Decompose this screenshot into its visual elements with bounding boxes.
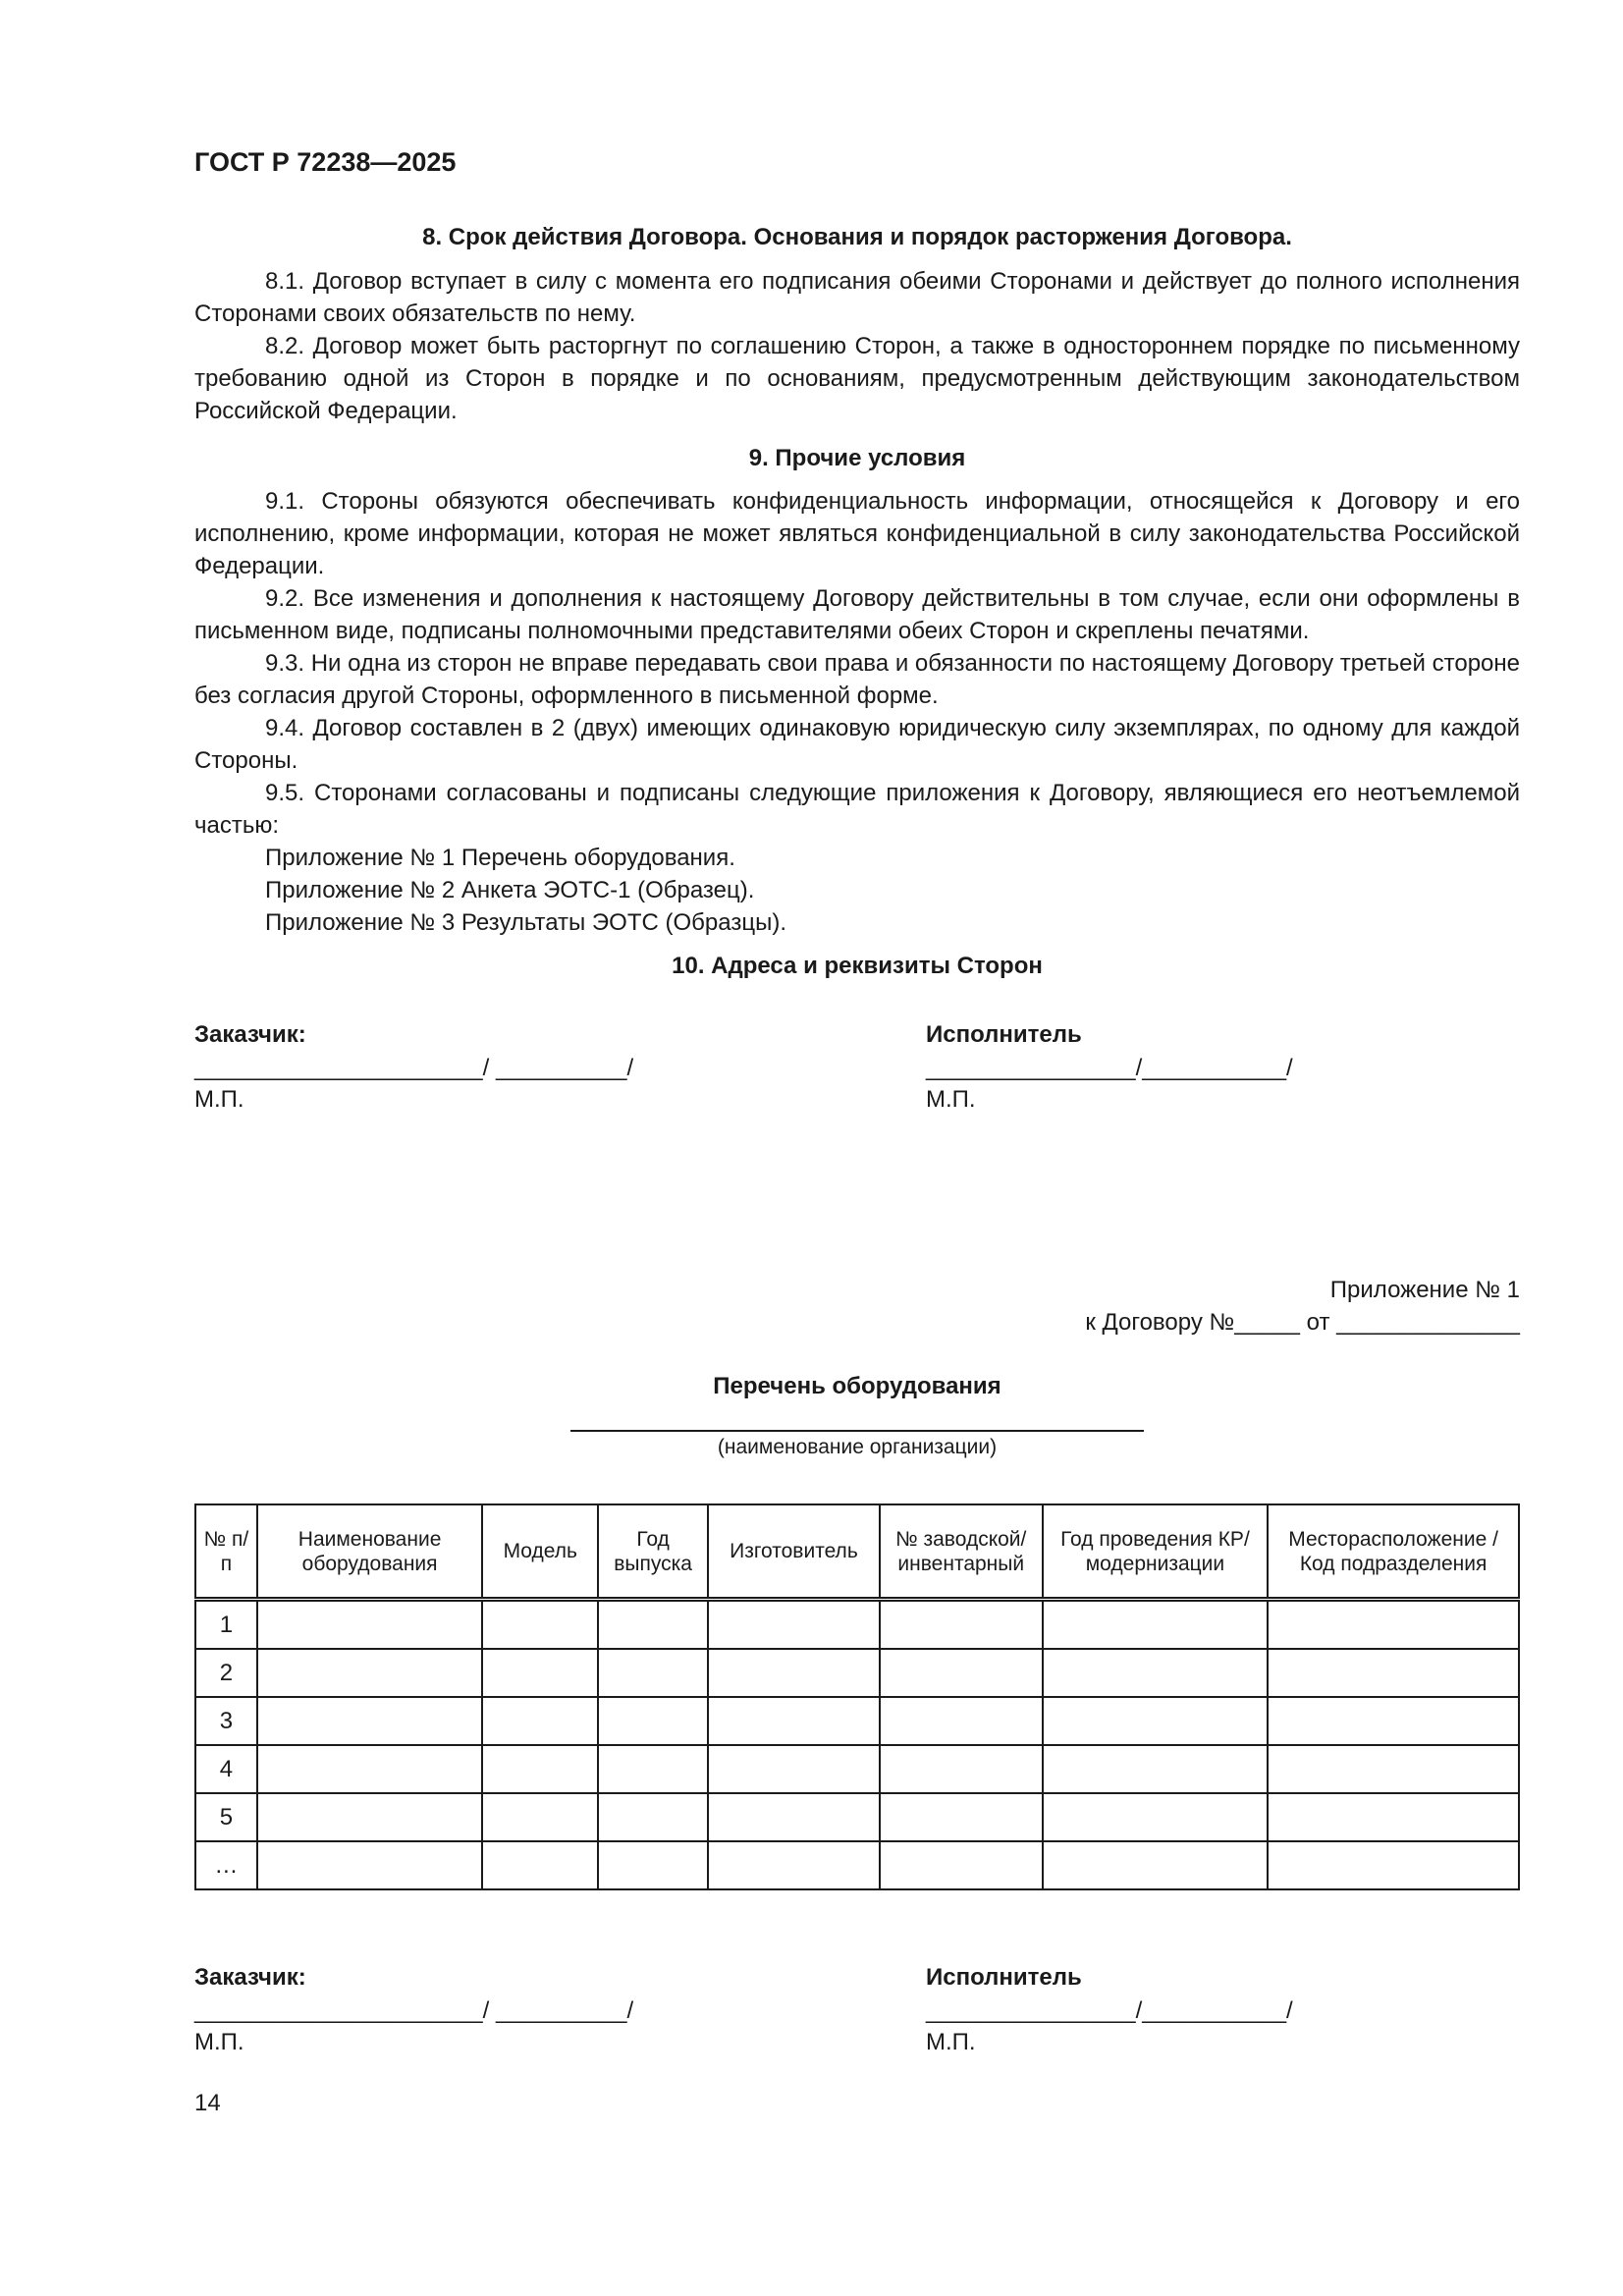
row-number-cell: 2 [195, 1649, 257, 1697]
paragraph-8-1-text: 8.1. Договор вступает в силу с момента его подписания обеими Сторонами и действует до полного исполнения Сторонами своих обязательств по нему. [194, 268, 1520, 327]
column-header-overhaul-year: Год проведения КР/ модернизации [1043, 1504, 1269, 1600]
table-cell [1043, 1745, 1269, 1793]
page-number: 14 [194, 2090, 221, 2116]
table-cell [880, 1649, 1043, 1697]
row-number-cell: 1 [195, 1600, 257, 1650]
paragraph-8-1 [194, 265, 1520, 330]
table-row [195, 1841, 1519, 1889]
column-header-model: Модель [482, 1504, 598, 1600]
executor-signature-line: ________________/___________/ [926, 1055, 1293, 1081]
table-cell [1268, 1841, 1519, 1889]
paragraph-8-2-text: 8.2. Договор может быть расторгнут по соглашению Сторон, а также в одностороннем порядке по письменному требованию одной из Сторон в порядке и по основаниям, предусмотренным действующим законодательством Российской Федерации. [194, 333, 1520, 424]
standard-code: ГОСТ Р 72238—2025 [194, 147, 457, 177]
table-cell [598, 1745, 708, 1793]
paragraph-9-5-text: 9.5. Сторонами согласованы и подписаны следующие приложения к Договору, являющиеся его неотъемлемой частью: [194, 780, 1520, 839]
table-cell [1043, 1841, 1269, 1889]
row-number-cell: 4 [195, 1745, 257, 1793]
executor-label: Исполнитель [926, 1964, 1082, 1991]
paragraph-9-4 [194, 712, 1520, 777]
paragraph-9-1-text: 9.1. Стороны обязуются обеспечивать конфиденциальность информации, относящейся к Договору и его исполнению, кроме информации, которая не может являться конфиденциальной в силу законодательства Российской Федерации. [194, 488, 1520, 579]
paragraph-9-3 [194, 647, 1520, 712]
appendix-label: Приложение № 1 [1329, 1277, 1520, 1303]
column-header-number: № п/п [195, 1504, 257, 1600]
table-row [195, 1793, 1519, 1841]
contract-reference: к Договору №_____ от ______________ [1085, 1309, 1520, 1336]
table-cell [482, 1841, 598, 1889]
table-cell [1043, 1649, 1269, 1697]
table-row [195, 1600, 1519, 1650]
section-10-title: 10. Адреса и реквизиты Сторон [672, 953, 1043, 979]
table-row [195, 1745, 1519, 1793]
table-cell [257, 1841, 483, 1889]
paragraph-9-5 [194, 777, 1520, 842]
table-header-row [195, 1504, 1519, 1600]
table-cell [1043, 1600, 1269, 1650]
table-cell [708, 1600, 880, 1650]
section-9-title: 9. Прочие условия [748, 445, 966, 471]
table-cell [482, 1793, 598, 1841]
row-number-cell: 5 [195, 1793, 257, 1841]
table-cell [880, 1697, 1043, 1745]
column-header-equipment-name: Наименование оборудования [257, 1504, 483, 1600]
table-cell [598, 1697, 708, 1745]
table-cell [880, 1841, 1043, 1889]
table-cell [1268, 1600, 1519, 1650]
table-cell [1268, 1649, 1519, 1697]
table-cell [482, 1745, 598, 1793]
section-8-title: 8. Срок действия Договора. Основания и порядок расторжения Договора. [422, 224, 1292, 250]
column-header-manufacturer: Изготовитель [708, 1504, 880, 1600]
customer-label: Заказчик: [194, 1964, 306, 1991]
paragraph-9-2 [194, 582, 1520, 647]
customer-signature-line: ______________________/ __________/ [194, 1055, 634, 1081]
paragraph-9-3-text: 9.3. Ни одна из сторон не вправе передавать свои права и обязанности по настоящему Договору третьей стороне без согласия другой Стороны, оформленного в письменной форме. [194, 650, 1520, 709]
appendix-list-item: Приложение № 2 Анкета ЭОТС-1 (Образец). [265, 877, 755, 903]
table-cell [880, 1745, 1043, 1793]
executor-signature-line: ________________/___________/ [926, 1997, 1293, 2024]
customer-stamp-mark: М.П. [194, 2029, 244, 2055]
table-cell [257, 1793, 483, 1841]
table-cell [482, 1600, 598, 1650]
organization-name-line [570, 1430, 1144, 1432]
table-cell [708, 1793, 880, 1841]
executor-stamp-mark: М.П. [926, 1086, 976, 1113]
customer-label: Заказчик: [194, 1021, 306, 1048]
table-row [195, 1697, 1519, 1745]
executor-stamp-mark: М.П. [926, 2029, 976, 2055]
column-header-year: Год выпуска [598, 1504, 708, 1600]
table-cell [1043, 1697, 1269, 1745]
table-cell [257, 1600, 483, 1650]
table-cell [482, 1649, 598, 1697]
table-cell [1268, 1697, 1519, 1745]
table-cell [880, 1793, 1043, 1841]
table-cell [482, 1697, 598, 1745]
appendix-list-item: Приложение № 1 Перечень оборудования. [265, 845, 735, 871]
appendix-title: Перечень оборудования [713, 1373, 1001, 1399]
table-cell [257, 1697, 483, 1745]
paragraph-8-2 [194, 330, 1520, 427]
table-cell [1268, 1745, 1519, 1793]
row-number-cell: … [195, 1841, 257, 1889]
executor-label: Исполнитель [926, 1021, 1082, 1048]
table-cell [1043, 1793, 1269, 1841]
customer-stamp-mark: М.П. [194, 1086, 244, 1113]
table-cell [257, 1649, 483, 1697]
table-cell [708, 1697, 880, 1745]
column-header-location: Месторасположение / Код подразделения [1268, 1504, 1519, 1600]
table-cell [880, 1600, 1043, 1650]
equipment-table [194, 1503, 1520, 1890]
organization-caption: (наименование организации) [717, 1436, 998, 1458]
table-cell [708, 1649, 880, 1697]
table-cell [598, 1841, 708, 1889]
table-row [195, 1649, 1519, 1697]
table-cell [708, 1841, 880, 1889]
customer-signature-line: ______________________/ __________/ [194, 1997, 634, 2024]
table-cell [598, 1793, 708, 1841]
row-number-cell: 3 [195, 1697, 257, 1745]
table-cell [708, 1745, 880, 1793]
table-cell [598, 1600, 708, 1650]
column-header-serial-number: № заводской/ инвентарный [880, 1504, 1043, 1600]
paragraph-9-2-text: 9.2. Все изменения и дополнения к настоящему Договору действительны в том случае, если они оформлены в письменном виде, подписаны полномочными представителями обеих Сторон и скреплены печатями. [194, 585, 1520, 644]
table-cell [598, 1649, 708, 1697]
table-cell [1268, 1793, 1519, 1841]
paragraph-9-1 [194, 485, 1520, 582]
appendix-list-item: Приложение № 3 Результаты ЭОТС (Образцы). [265, 909, 786, 936]
table-cell [257, 1745, 483, 1793]
paragraph-9-4-text: 9.4. Договор составлен в 2 (двух) имеющих одинаковую юридическую силу экземплярах, по одному для каждой Стороны. [194, 715, 1520, 774]
